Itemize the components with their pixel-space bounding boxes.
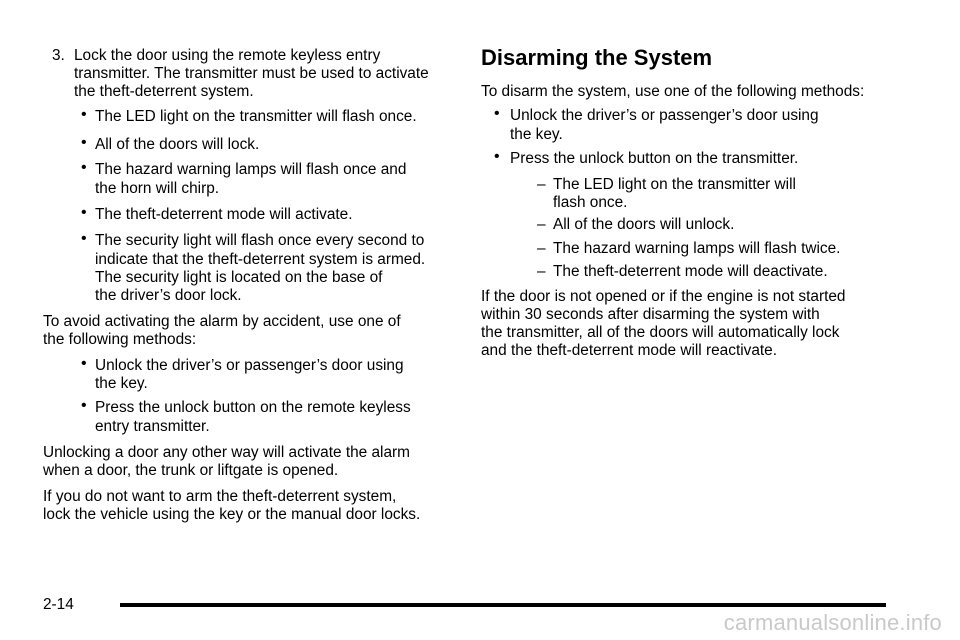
dash-icon: – xyxy=(537,216,546,233)
step-line: the theft-deterrent system. xyxy=(74,83,254,100)
list-item: Press the unlock button on the remote keyless xyxy=(95,399,411,416)
paragraph-line: Unlocking a door any other way will activate the alarm xyxy=(43,444,410,461)
paragraph-line: within 30 seconds after disarming the system with xyxy=(481,306,820,323)
sub-item: flash once. xyxy=(553,194,628,211)
dash-icon: – xyxy=(537,176,546,193)
sub-item: The theft-deterrent mode will deactivate. xyxy=(553,263,828,280)
list-item: the horn will chirp. xyxy=(95,180,220,197)
paragraph-line: To avoid activating the alarm by accident, use one of xyxy=(43,313,401,330)
paragraph-line: and the theft-deterrent mode will reactivate. xyxy=(481,342,777,359)
step-line: transmitter. The transmitter must be used to activate xyxy=(74,65,429,82)
bullet-icon: • xyxy=(81,355,87,372)
intro-line: To disarm the system, use one of the following methods: xyxy=(481,83,865,100)
bullet-icon: • xyxy=(81,397,87,414)
dash-icon: – xyxy=(537,263,546,280)
section-heading: Disarming the System xyxy=(481,45,713,70)
sub-item: The LED light on the transmitter will xyxy=(553,176,796,193)
list-item: the driver’s door lock. xyxy=(95,287,242,304)
list-item: Unlock the driver’s or passenger’s door using xyxy=(95,357,404,374)
paragraph-line: the following methods: xyxy=(43,331,197,348)
list-item: The hazard warning lamps will flash once and xyxy=(95,161,407,178)
bullet-icon: • xyxy=(494,148,500,165)
page-number: 2-14 xyxy=(43,596,74,613)
list-item: entry transmitter. xyxy=(95,418,210,435)
list-item: The security light is located on the base of xyxy=(95,269,383,286)
bullet-icon: • xyxy=(81,159,87,176)
paragraph-line: lock the vehicle using the key or the manual door locks. xyxy=(43,506,421,523)
bullet-icon: • xyxy=(81,134,87,151)
bullet-icon: • xyxy=(81,230,87,247)
paragraph-line: the transmitter, all of the doors will automatically lock xyxy=(481,324,840,341)
list-item: indicate that the theft-deterrent system is armed. xyxy=(95,251,426,268)
paragraph-line: If you do not want to arm the theft-deterrent system, xyxy=(43,488,397,505)
list-item: the key. xyxy=(510,126,563,143)
dash-icon: – xyxy=(537,240,546,257)
watermark: carmanualsonline.info xyxy=(723,610,942,635)
sub-item: All of the doors will unlock. xyxy=(553,216,735,233)
list-item: The security light will flash once every second to xyxy=(95,232,425,249)
bullet-icon: • xyxy=(81,204,87,221)
list-item: The theft-deterrent mode will activate. xyxy=(95,206,353,223)
paragraph-line: when a door, the trunk or liftgate is opened. xyxy=(43,462,339,479)
sub-item: The hazard warning lamps will flash twice. xyxy=(553,240,841,257)
bullet-icon: • xyxy=(81,106,87,123)
step-line: Lock the door using the remote keyless entry xyxy=(74,47,381,64)
step-number: 3. xyxy=(52,47,65,64)
bullet-icon: • xyxy=(494,105,500,122)
footer-rule xyxy=(120,603,886,607)
list-item: The LED light on the transmitter will flash once. xyxy=(95,108,417,125)
list-item: Press the unlock button on the transmitter. xyxy=(510,150,799,167)
list-item: the key. xyxy=(95,375,148,392)
paragraph-line: If the door is not opened or if the engine is not started xyxy=(481,288,846,305)
list-item: All of the doors will lock. xyxy=(95,136,260,153)
list-item: Unlock the driver’s or passenger’s door using xyxy=(510,107,819,124)
